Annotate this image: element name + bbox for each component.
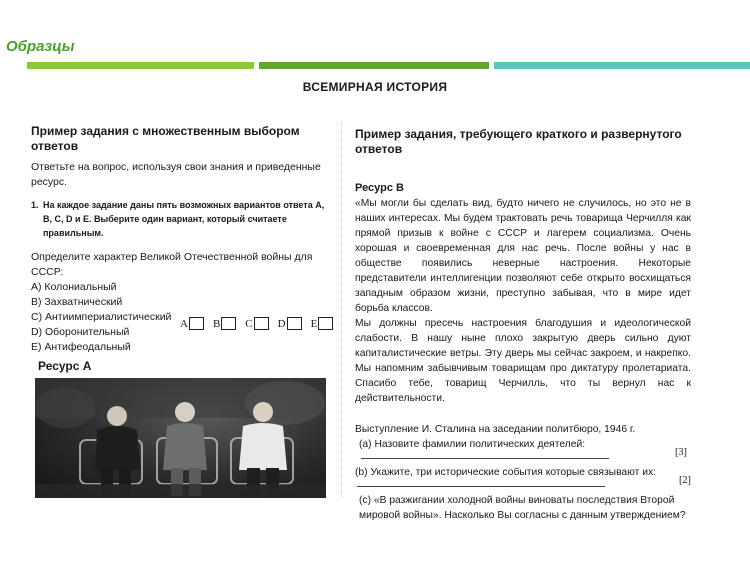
question-a-text: (a) Назовите фамилии политических деятелей: [359,439,586,450]
question-b [355,465,691,487]
multiple-choice-heading: Пример задания с множественным выбором ответов [31,124,300,153]
option-c: C) Антиимпериалистический [31,311,172,323]
answer-boxes [180,317,339,330]
question-b-text: (b) Укажите, три исторические события которые связывают их: [355,467,656,478]
decor-bar-mid [259,62,489,69]
quote-source: Выступление И. Сталина на заседании политбюро, 1946 г. [355,424,636,435]
photo-illustration [35,378,326,498]
task-item [31,198,331,240]
option-a: A) Колониальный [31,281,117,293]
option-e: E) Антифеодальный [31,341,131,353]
decor-bar-teal [494,62,750,69]
resource-b-label: Ресурс В [355,182,404,194]
short-answer-heading: Пример задания, требующего краткого и развернутого ответов [355,127,682,156]
question-a [359,437,691,459]
task-text: На каждое задание даны пять возможных вариантов ответа А, В, С, D и Е. Выберите один вариант, который считаете правильным. [43,200,325,238]
answer-box-e[interactable] [318,317,333,330]
option-d: D) Оборонительный [31,326,130,338]
short-answer-panel [355,127,691,523]
answer-letter-d: D [277,317,286,330]
column-divider [341,122,342,497]
option-b: B) Захватнический [31,296,123,308]
answer-letter-b: B [212,317,221,330]
answer-box-c[interactable] [254,317,269,330]
answer-letter-a: A [180,317,188,330]
subject-title: ВСЕМИРНАЯ ИСТОРИЯ [302,80,448,94]
question-a-marks: [3] [674,447,687,458]
quote-paragraph-1: «Мы могли бы сделать вид, будто ничего не случилось, но это не в наших интересах. Мы будем трактовать речь товарища Черчилля как прямой призыв к войне с СССР и лагерем социализма. Очень хорошая и своевременная для нас речь. После войны у нас в обществе появились неверные настроения. Некоторые представители интеллигенции позволяют себе открыто восхищаться западным образом жизни, преступно забывая, что в мире идет борьба классов. [355,198,691,314]
answer-letter-e: E [310,317,318,330]
resource-a-photo [35,378,326,498]
question-b-marks: [2] [678,475,691,486]
answer-letter-c: C [245,317,253,330]
question-text: Определите характер Великой Отечественной войны для СССР: [31,251,313,278]
quote-paragraph-2: Мы должны пресечь настроения благодушия и идеологической слабости. В нашу ныне плохо закрытую дверь сильно дуют капиталистические ветры. Эту дверь мы сейчас закроем, и накрепко. Мы напомним забывчивым товарищам про диктатуру пролетариата. Спасибо тебе, товарищ Черчилль, что ты вернул нас к действительности. [355,318,691,404]
answer-box-d[interactable] [287,317,302,330]
question-c-text: (c) «В разжигании холодной войны виноваты последствия Второй мировой войны». Насколько Вы согласны с данным утверждением? [359,495,686,521]
instruction-text: Ответьте на вопрос, используя свои знания и приведенные ресурс. [31,161,321,188]
answer-line-b[interactable] [357,480,605,487]
section-title: Образцы [6,38,75,55]
task-number: 1. [31,200,39,210]
answer-box-a[interactable] [189,317,204,330]
decor-bar-light [27,62,254,69]
answer-line-a[interactable] [361,452,609,459]
answer-box-b[interactable] [221,317,236,330]
resource-a-label: Ресурс А [38,359,92,373]
